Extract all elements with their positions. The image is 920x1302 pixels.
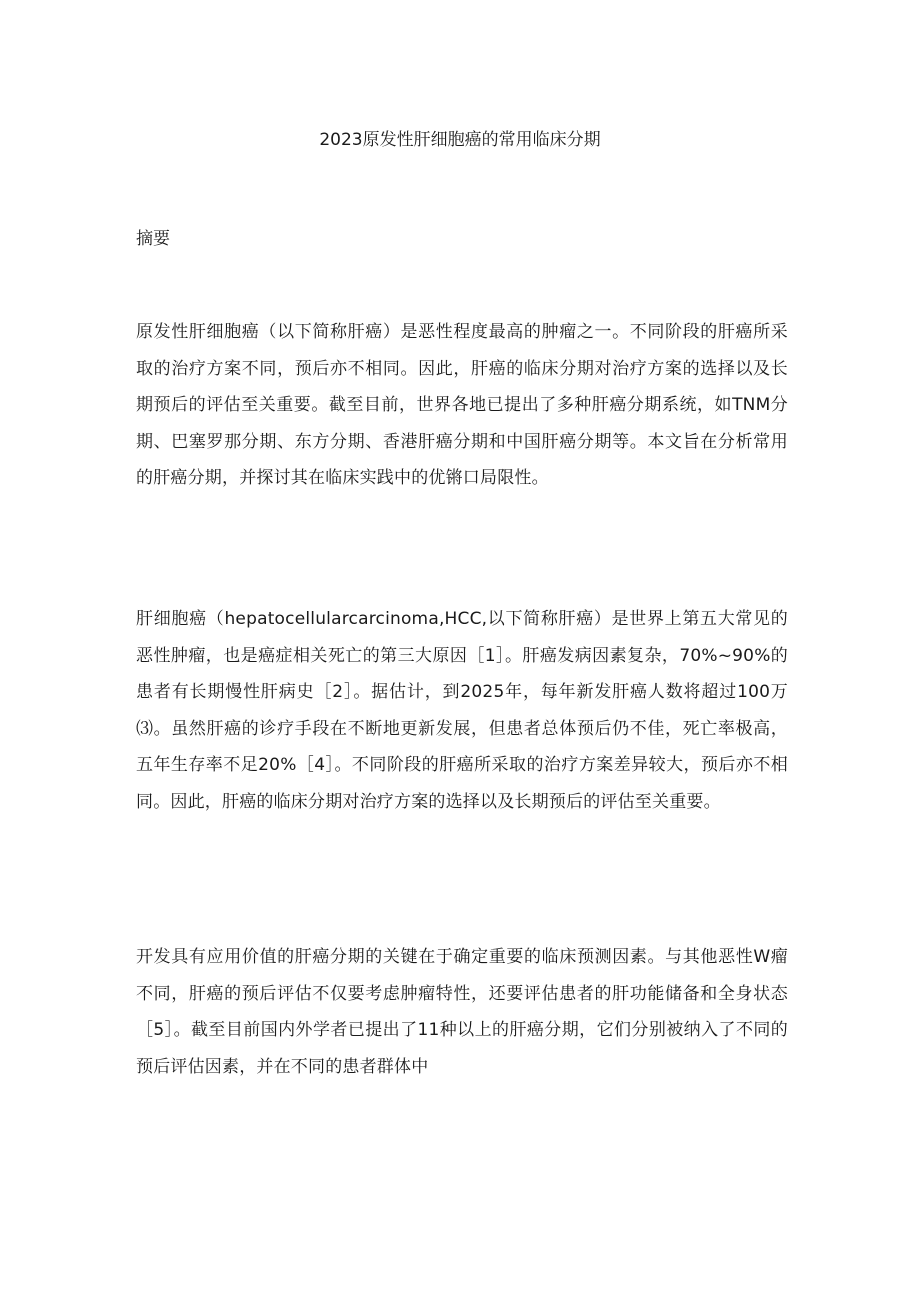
body-paragraph-intro: 肝细胞癌（hepatocellularcarcinoma,HCC,以下简称肝癌）是世界上第五大常见的恶性肿瘤，也是癌症相关死亡的第三大原因［1］。肝癌发病因素复杂，70%~90%的患者有长期慢性肝病史［2］。据估计，到2025年，每年新发肝癌人数将超过100万⑶。虽然肝癌的诊疗手段在不断地更新发展，但患者总体预后仍不佳，死亡率极高，五年生存率不足20%［4］。不同阶段的肝癌所采取的治疗方案差异较大，预后亦不相同。因此，肝癌的临床分期对治疗方案的选择以及长期预后的评估至关重要。: [136, 609, 788, 812]
document-title: 2023原发性肝细胞癌的常用临床分期: [319, 130, 601, 150]
abstract-paragraph: 原发性肝细胞癌（以下简称肝癌）是恶性程度最高的肿瘤之一。不同阶段的肝癌所采取的治疗方案不同，预后亦不相同。因此，肝癌的临床分期对治疗方案的选择以及长期预后的评估至关重要。截至目前，世界各地已提出了多种肝癌分期系统，如TNM分期、巴塞罗那分期、东方分期、香港肝癌分期和中国肝癌分期等。本文旨在分析常用的肝癌分期，并探讨其在临床实践中的优锵口局限性。: [136, 322, 788, 488]
abstract-heading: 摘要: [136, 229, 170, 249]
body-paragraph-staging: 开发具有应用价值的肝癌分期的关键在于确定重要的临床预测因素。与其他恶性W瘤不同，肝癌的预后评估不仅要考虑肿瘤特性，还要评估患者的肝功能储备和全身状态［5］。截至目前国内外学者已提出了11种以上的肝癌分期，它们分别被纳入了不同的预后评估因素，并在不同的患者群体中: [136, 947, 788, 1077]
